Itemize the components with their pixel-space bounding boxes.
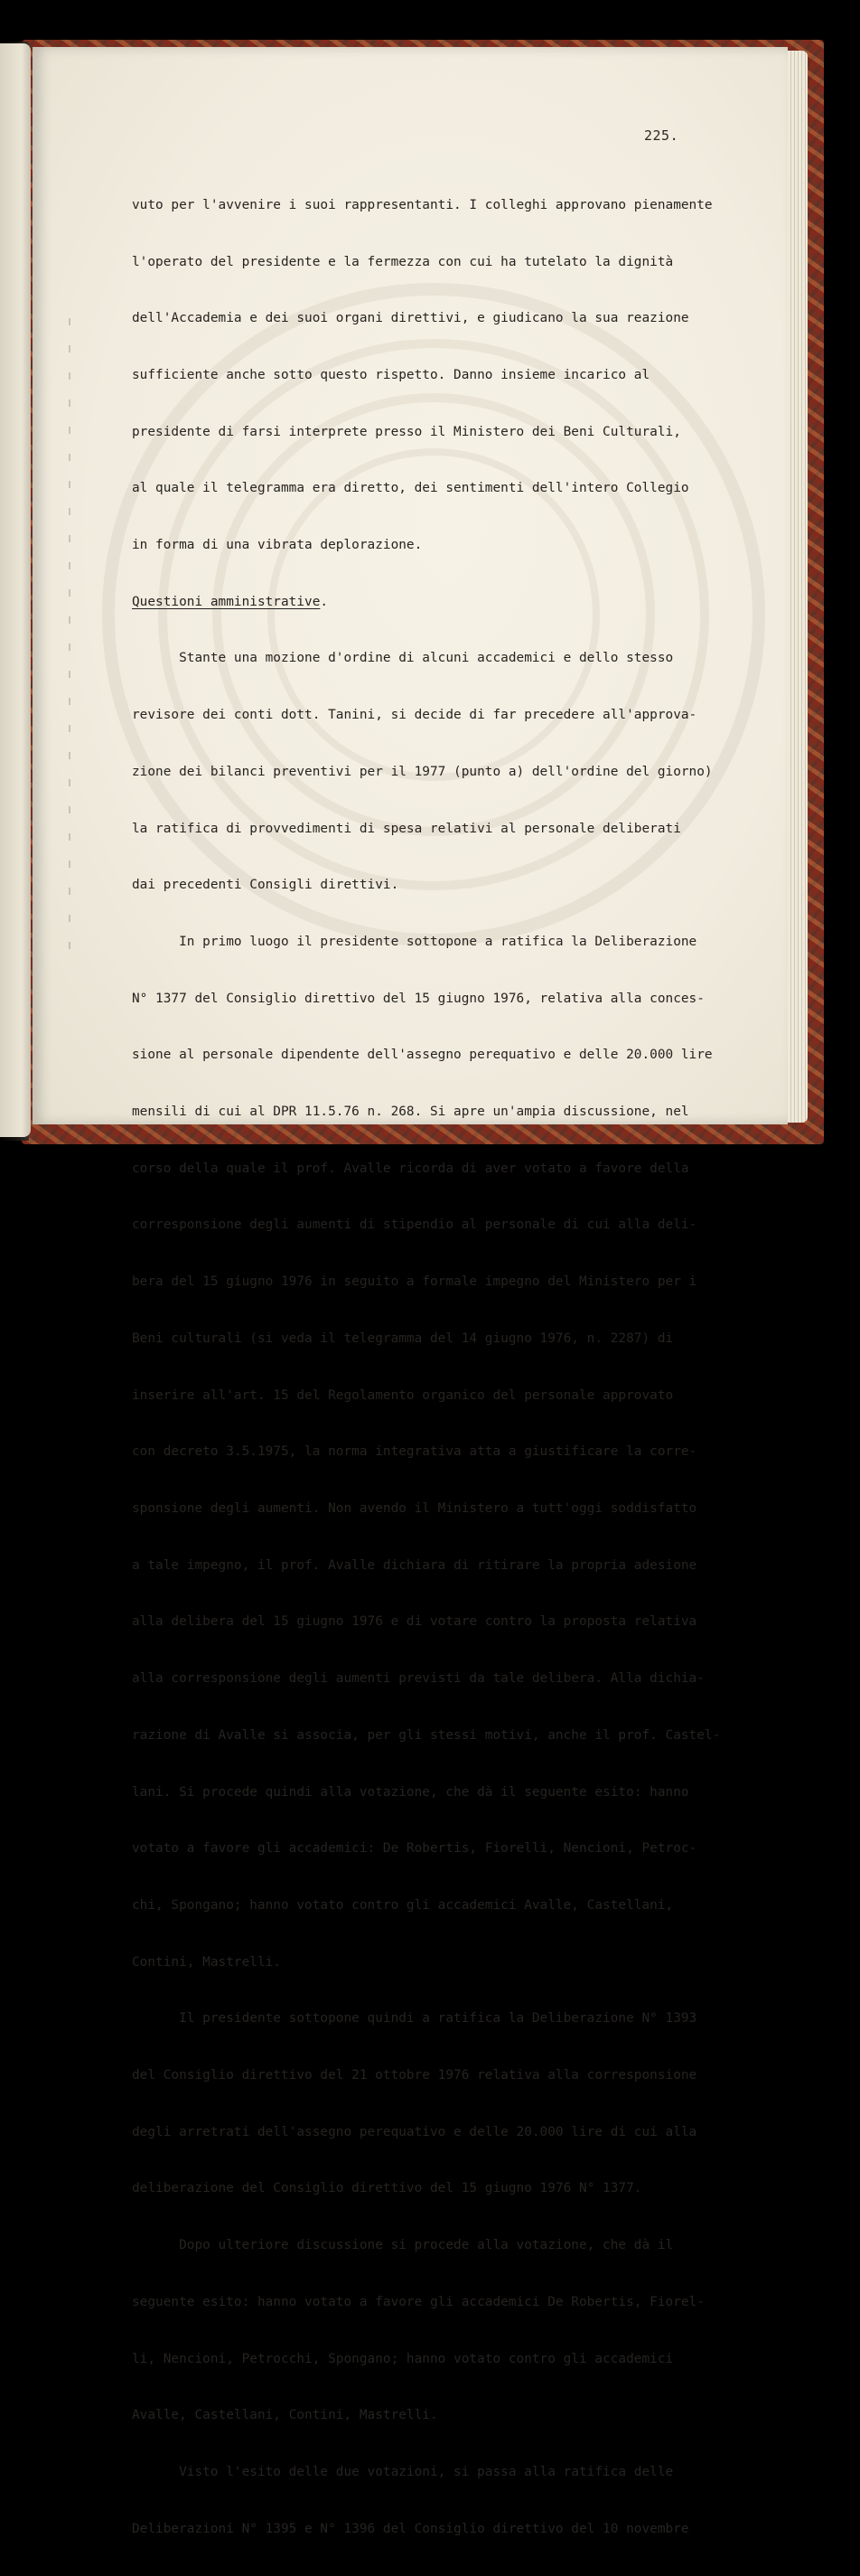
text-line: sponsione degli aumenti. Non avendo il Ministero a tutt'oggi soddisfatto xyxy=(132,1500,697,1516)
text-line: degli arretrati dell'assegno perequativo e delle 20.000 lire di cui alla xyxy=(132,2124,697,2139)
text-line: bera del 15 giugno 1976 in seguito a formale impegno del Ministero per i xyxy=(132,1274,697,1290)
page-number: 225. xyxy=(644,127,679,144)
text-line: la ratifica di provvedimenti di spesa relativi al personale deliberati xyxy=(132,821,681,836)
text-line: in forma di una vibrata deplorazione. xyxy=(132,538,423,553)
text-line: sione al personale dipendente dell'assegno perequativo e delle 20.000 lire xyxy=(132,1048,713,1063)
section-heading xyxy=(132,593,728,612)
text-line: zione dei bilanci preventivi per il 1977 (punto a) dell'ordine del giorno) xyxy=(132,764,713,779)
text-line: alla delibera del 15 giugno 1976 e di votare contro la proposta relativa xyxy=(132,1614,697,1630)
text-line: votato a favore gli accademici: De Robertis, Fiorelli, Nencioni, Petroc- xyxy=(132,1841,697,1857)
text-line: corresponsione degli aumenti di stipendio al personale di cui alla deli- xyxy=(132,1217,697,1233)
text-line: Deliberazioni N° 1395 e N° 1396 del Consiglio direttivo del 10 novembre xyxy=(132,2521,689,2536)
text-line: sufficiente anche sotto questo rispetto. Danno insieme incarico al xyxy=(132,367,650,382)
text-line: dell'Accademia e dei suoi organi direttivi, e giudicano la sua reazione xyxy=(132,311,689,326)
text-line: presidente di farsi interprete presso il Ministero dei Beni Culturali, xyxy=(132,424,681,439)
text-line: Contini, Mastrelli. xyxy=(132,1954,281,1970)
text-line: chi, Spongano; hanno votato contro gli accademici Avalle, Castellani, xyxy=(132,1897,674,1913)
text-line: Stante una mozione d'ordine di alcuni accademici e dello stesso xyxy=(132,651,674,666)
text-line: Beni culturali (si veda il telegramma del 14 giugno 1976, n. 2287) di xyxy=(132,1330,674,1346)
text-line: inserire all'art. 15 del Regolamento organico del personale approvato xyxy=(132,1387,674,1403)
text-line: deliberazione del Consiglio direttivo del 15 giugno 1976 N° 1377. xyxy=(132,2181,642,2196)
text-line: del Consiglio direttivo del 21 ottobre 1976 relativa alla corresponsione xyxy=(132,2068,697,2083)
text-line: Avalle, Castellani, Contini, Mastrelli. xyxy=(132,2408,438,2423)
text-line: lani. Si procede quindi alla votazione, che dà il seguente esito: hanno xyxy=(132,1784,689,1800)
text-line: Visto l'esito delle due votazioni, si passa alla ratifica delle xyxy=(132,2464,674,2479)
text-line: alla corresponsione degli aumenti previsti da tale delibera. Alla dichia- xyxy=(132,1671,705,1687)
gutter-marks xyxy=(69,318,70,951)
text-line: Il presidente sottopone quindi a ratifica la Deliberazione N° 1393 xyxy=(132,2011,697,2026)
text-line: vuto per l'avvenire i suoi rappresentanti. I colleghi approvano pienamente xyxy=(132,197,713,212)
text-line: seguente esito: hanno votato a favore gli accademici De Robertis, Fiorel- xyxy=(132,2294,705,2309)
text-line: corso della quale il prof. Avalle ricorda di aver votato a favore della xyxy=(132,1161,689,1176)
body-text xyxy=(132,158,728,2576)
left-page-edge xyxy=(0,43,31,1137)
text-line: dai precedenti Consigli direttivi. xyxy=(132,878,399,893)
text-line: In primo luogo il presidente sottopone a ratifica la Deliberazione xyxy=(132,934,697,949)
text-line: al quale il telegramma era diretto, dei sentimenti dell'intero Collegio xyxy=(132,481,689,496)
text-line: revisore dei conti dott. Tanini, si decide di far precedere all'approva- xyxy=(132,708,697,723)
text-line: mensili di cui al DPR 11.5.76 n. 268. Si apre un'ampia discussione, nel xyxy=(132,1105,689,1120)
text-line: con decreto 3.5.1975, la norma integrativa atta a giustificare la corre- xyxy=(132,1444,697,1460)
text-line: a tale impegno, il prof. Avalle dichiara di ritirare la propria adesione xyxy=(132,1557,697,1573)
text-line: N° 1377 del Consiglio direttivo del 15 giugno 1976, relativa alla conces- xyxy=(132,991,705,1006)
section-heading-text: Questioni amministrative xyxy=(132,594,321,609)
text-line: Dopo ulteriore discussione si procede alla votazione, che dà il xyxy=(132,2238,674,2253)
text-line: li, Nencioni, Petrocchi, Spongano; hanno votato contro gli accademici xyxy=(132,2351,674,2366)
section-heading-period: . xyxy=(320,594,329,609)
text-line: l'operato del presidente e la fermezza con cui ha tutelato la dignità xyxy=(132,254,674,269)
text-line: razione di Avalle si associa, per gli stessi motivi, anche il prof. Castel- xyxy=(132,1727,721,1743)
